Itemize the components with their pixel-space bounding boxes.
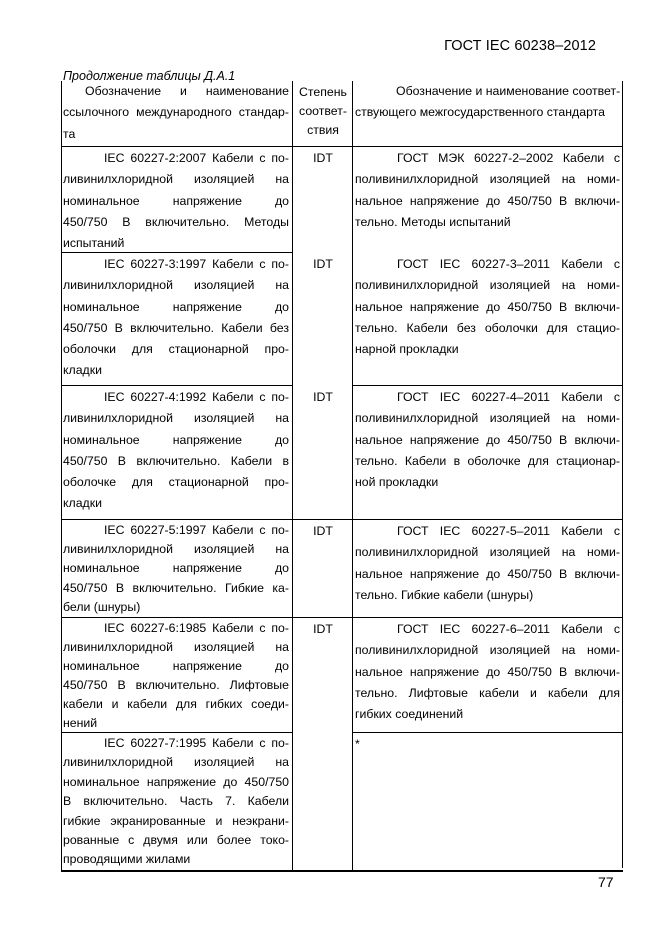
text-line: испытаний	[63, 236, 125, 251]
text-line: тельно. Лифтовые кабели и кабели для	[355, 685, 620, 700]
text-line: тельно. Кабели в оболочке для стационар-	[355, 453, 620, 468]
text-line: нений	[63, 716, 98, 730]
text-line: ливинилхлоридной изоляцией на	[63, 640, 289, 654]
text-line: ГОСТ МЭК 60227-2–2002 Кабели с	[397, 151, 620, 165]
text-line: IEC 60227-4:1992 Кабели с по-	[104, 390, 289, 404]
text-line: тельно. Кабели без оболочки для стацио-	[355, 320, 620, 335]
row-divider	[61, 519, 623, 520]
row-intl-standard	[63, 148, 289, 253]
document-title: ГОСТ IEC 60238–2012	[444, 38, 596, 54]
text-line: номинальное напряжение до	[63, 659, 289, 673]
table-row	[61, 734, 625, 870]
text-line: поливинилхлоридной изоляцией на номи-	[355, 545, 620, 560]
text-line: гибких соединений	[355, 707, 464, 722]
text-line: нальное напряжение до 450/750 В включи-	[355, 299, 620, 314]
degree-value: IDT	[313, 524, 333, 538]
row-degree	[294, 619, 352, 732]
table-border-right	[622, 81, 623, 868]
row-intl-standard	[63, 254, 289, 385]
text-line: нальное напряжение до 450/750 В включи-	[355, 432, 620, 447]
text-line: тельно. Методы испытаний	[355, 214, 511, 229]
header-national-line: ствующего межгосударственного стандарта	[355, 105, 605, 120]
text-line: кладки	[63, 496, 102, 511]
text-line: ливинилхлоридной изоляцией на	[63, 411, 289, 426]
row-national-standard	[355, 387, 620, 519]
text-line: ливинилхлоридной изоляцией на	[63, 755, 289, 770]
row-divider	[61, 146, 623, 147]
row-divider	[352, 385, 623, 386]
table-row	[61, 521, 625, 617]
header-intl-standard	[63, 81, 289, 145]
text-line: 450/750 В включительно. Гибкие ка-	[63, 580, 289, 595]
text-line: нальное напряжение до 450/750 В включи-	[355, 664, 620, 679]
text-line: 450/750 В включительно. Методы	[63, 214, 289, 229]
row-intl-standard	[63, 521, 289, 617]
text-line: ливинилхлоридной изоляцией на	[63, 542, 289, 557]
text-line: номинальное напряжение до	[63, 561, 289, 576]
table-row	[61, 387, 625, 519]
row-intl-standard	[63, 619, 289, 732]
text-line: кладки	[63, 363, 102, 378]
row-divider	[61, 732, 292, 733]
row-divider	[352, 732, 623, 733]
asterisk-note: *	[355, 737, 360, 751]
text-line: номинальное напряжение до	[63, 193, 289, 208]
text-line: нальное напряжение до 450/750 В включи-	[355, 193, 620, 208]
row-national-standard	[355, 521, 620, 617]
table-border-left	[61, 81, 62, 872]
header-degree-line: соответ-	[299, 104, 347, 118]
degree-value: IDT	[313, 257, 333, 271]
table-row	[61, 619, 625, 732]
text-line: рованные с двумя или более токо-	[63, 833, 289, 848]
text-line: поливинилхлоридной изоляцией на номи-	[355, 643, 620, 658]
text-line: кабели и кабели для гибких соеди-	[63, 697, 289, 711]
text-line: проводящими жилами	[63, 852, 191, 867]
row-national-standard	[355, 148, 620, 253]
header-intl-line: Обозначение и наименование	[85, 84, 289, 98]
column-divider	[292, 81, 293, 872]
text-line: ной прокладки	[355, 475, 439, 490]
row-national-standard	[355, 734, 620, 870]
row-degree	[294, 734, 352, 870]
row-degree	[294, 254, 352, 385]
header-degree-line: ствия	[307, 123, 339, 137]
row-divider	[61, 617, 623, 618]
row-intl-standard	[63, 734, 289, 870]
text-line: IEC 60227-7:1995 Кабели с по-	[104, 736, 289, 750]
row-degree	[294, 387, 352, 519]
header-degree	[294, 81, 352, 145]
text-line: бели (шнуры)	[63, 599, 141, 614]
text-line: ГОСТ IEC 60227-6–2011 Кабели с	[397, 622, 620, 636]
header-degree-line: Степень	[299, 85, 347, 99]
text-line: ливинилхлоридной изоляцией на	[63, 172, 289, 187]
text-line: В включительно. Часть 7. Кабели	[63, 794, 289, 809]
row-degree	[294, 521, 352, 617]
column-divider	[352, 81, 353, 872]
text-line: IEC 60227-2:2007 Кабели с по-	[104, 151, 289, 165]
page-number: 77	[598, 874, 614, 890]
row-divider	[61, 385, 292, 386]
text-line: гибкие экранированные и неэкрани-	[63, 813, 289, 828]
row-divider	[61, 252, 292, 253]
table-header-row	[61, 81, 625, 145]
degree-value: IDT	[313, 622, 333, 636]
text-line: 450/750 В включительно. Кабели без	[63, 320, 289, 335]
row-national-standard	[355, 619, 620, 732]
text-line: поливинилхлоридной изоляцией на номи-	[355, 172, 620, 187]
text-line: тельно. Гибкие кабели (шнуры)	[355, 587, 534, 602]
header-national-line: Обозначение и наименование соответ-	[396, 84, 621, 98]
text-line: нальное напряжение до 450/750 В включи-	[355, 566, 620, 581]
text-line: ГОСТ IEC 60227-4–2011 Кабели с	[397, 390, 620, 404]
text-line: нарной прокладки	[355, 342, 459, 357]
text-line: ГОСТ IEC 60227-3–2011 Кабели с	[397, 257, 620, 271]
text-line: IEC 60227-3:1997 Кабели с по-	[104, 257, 289, 271]
text-line: IEC 60227-5:1997 Кабели с по-	[104, 523, 289, 537]
header-national-standard	[355, 81, 620, 145]
text-line: номинальное напряжение до	[63, 299, 289, 314]
text-line: номинальное напряжение до	[63, 432, 289, 447]
table-row	[61, 148, 625, 253]
header-intl-line: ссылочного международного стандар-	[63, 105, 289, 120]
text-line: оболочки для стационарной про-	[63, 342, 289, 357]
table-caption: Продолжение таблицы Д.А.1	[63, 69, 236, 83]
text-line: IEC 60227-6:1985 Кабели с по-	[104, 621, 289, 635]
text-line: поливинилхлоридной изоляцией на номи-	[355, 411, 620, 426]
text-line: оболочке для стационарной про-	[63, 475, 289, 490]
text-line: 450/750 В включительно. Кабели в	[63, 453, 289, 468]
text-line: ливинилхлоридной изоляцией на	[63, 278, 289, 293]
text-line: номинальное напряжение до 450/750	[63, 774, 289, 789]
table-border-bottom	[61, 870, 623, 872]
degree-value: IDT	[313, 390, 333, 404]
text-line: 450/750 В включительно. Лифтовые	[63, 678, 289, 692]
row-degree	[294, 148, 352, 253]
text-line: поливинилхлоридной изоляцией на номи-	[355, 278, 620, 293]
row-national-standard	[355, 254, 620, 385]
header-intl-line: та	[63, 126, 76, 141]
row-intl-standard	[63, 387, 289, 519]
text-line: ГОСТ IEC 60227-5–2011 Кабели с	[397, 524, 620, 538]
table-row	[61, 254, 625, 385]
degree-value: IDT	[313, 151, 333, 165]
